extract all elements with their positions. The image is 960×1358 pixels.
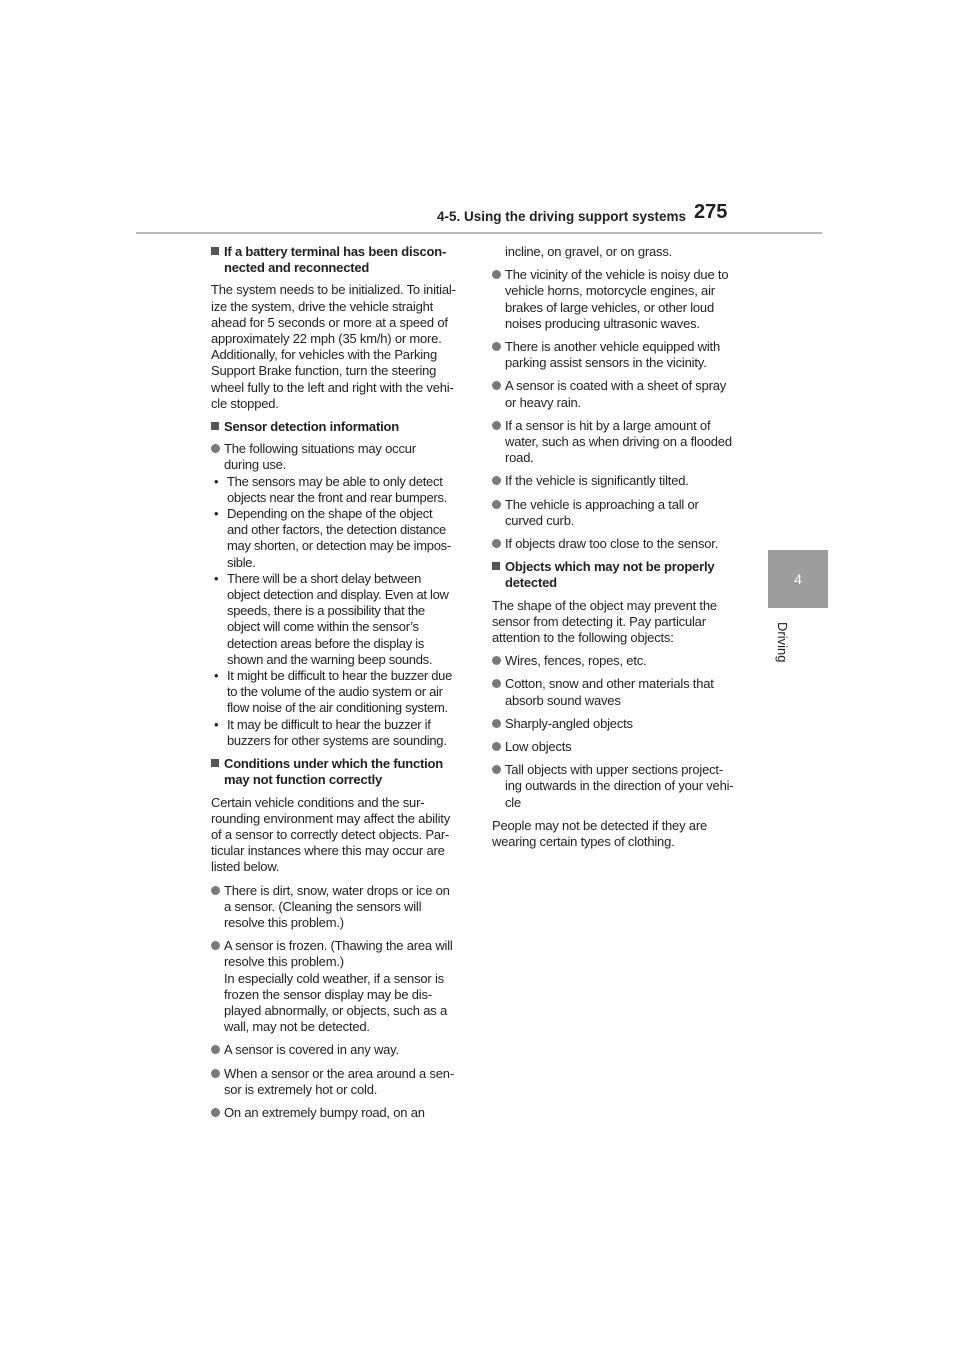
- sub-list-item: • Depending on the shape of the object and other factors, the detection distance may shorten, or detection may be impos- sible.: [214, 506, 451, 570]
- list-item: Cotton, snow and other materials that absorb sound waves: [492, 676, 750, 708]
- list-item: When a sensor or the area around a sen- sor is extremely hot or cold.: [211, 1066, 469, 1098]
- list-item: On an extremely bumpy road, on an: [211, 1105, 469, 1121]
- list-item: If the vehicle is significantly tilted.: [492, 473, 750, 489]
- circle-bullet-icon: [492, 539, 501, 548]
- heading-conditions: Conditions under which the function may not function correctly: [211, 756, 469, 788]
- chapter-label: Driving: [775, 622, 790, 663]
- list-item: A sensor is coated with a sheet of spray or heavy rain.: [492, 378, 750, 410]
- list-item: The following situations may occur during use.: [211, 441, 469, 473]
- list-item: The vicinity of the vehicle is noisy due to vehicle horns, motorcycle engines, air brakes of large vehicles, or other loud noises producing ultrasonic waves.: [492, 267, 750, 332]
- list-item: If a sensor is hit by a large amount of water, such as when driving on a flooded road.: [492, 418, 750, 467]
- square-bullet-icon: [211, 247, 219, 255]
- circle-bullet-icon: [492, 381, 501, 390]
- paragraph-objects: The shape of the object may prevent the sensor from detecting it. Pay particular attention to the following objects:: [492, 597, 717, 646]
- right-column: [492, 244, 750, 857]
- list-item: Tall objects with upper sections project- ing outwards in the direction of your vehi- cle: [492, 762, 750, 811]
- sub-list-item: • It might be difficult to hear the buzzer due to the volume of the audio system or air flow noise of the air conditioning system.: [214, 668, 453, 716]
- chapter-tab: [768, 550, 828, 608]
- circle-bullet-icon: [492, 679, 501, 688]
- square-bullet-icon: [211, 422, 219, 430]
- circle-bullet-icon: [211, 1069, 220, 1078]
- left-column: [211, 244, 469, 1128]
- list-item: If objects draw too close to the sensor.: [492, 536, 750, 552]
- section-title: 4-5. Using the driving support systems: [436, 209, 686, 224]
- circle-bullet-icon: [492, 476, 501, 485]
- sub-list-item: • It may be difficult to hear the buzzer if buzzers for other systems are sounding.: [214, 716, 447, 748]
- list-item: Low objects: [492, 739, 750, 755]
- heading-battery-terminal: If a battery terminal has been discon- nected and reconnected: [211, 244, 469, 276]
- paragraph-clothing: People may not be detected if they are wearing certain types of clothing.: [492, 817, 707, 850]
- circle-bullet-icon: [492, 656, 501, 665]
- circle-bullet-icon: [492, 765, 501, 774]
- square-bullet-icon: [211, 759, 219, 767]
- list-item: A sensor is covered in any way.: [211, 1042, 469, 1058]
- page-number: 275: [694, 201, 728, 223]
- circle-bullet-icon: [211, 444, 220, 453]
- circle-bullet-icon: [211, 1108, 220, 1117]
- sub-list-item: • The sensors may be able to only detect objects near the front and rear bumpers.: [214, 473, 447, 505]
- square-bullet-icon: [492, 562, 500, 570]
- circle-bullet-icon: [211, 1045, 220, 1054]
- list-item: There is dirt, snow, water drops or ice on a sensor. (Cleaning the sensors will resolve this problem.): [211, 883, 469, 932]
- circle-bullet-icon: [492, 500, 501, 509]
- paragraph-conditions: Certain vehicle conditions and the sur- rounding environment may affect the ability of a sensor to correctly detect objects. Par- ticular instances where this may occur are listed below.: [211, 794, 451, 875]
- paragraph-initialize: The system needs to be initialized. To initial- ize the system, drive the vehicle straight ahead for 5 seconds or more at a speed of approximately 22 mph (35 km/h) or more. Additionally, for vehicles with the Parking Support Brake function, turn the steering wheel fully to the left and right with the vehi- cle stopped.: [211, 282, 456, 411]
- circle-bullet-icon: [492, 742, 501, 751]
- list-item: The vehicle is approaching a tall or curved curb.: [492, 497, 750, 529]
- circle-bullet-icon: [492, 719, 501, 728]
- heading-objects: Objects which may not be properly detected: [492, 559, 750, 591]
- sub-list: [211, 474, 469, 749]
- heading-sensor-detection: Sensor detection information: [211, 419, 469, 435]
- header-divider: [136, 232, 822, 234]
- circle-bullet-icon: [211, 886, 220, 895]
- list-item: Sharply-angled objects: [492, 716, 750, 732]
- chapter-number: 4: [794, 571, 802, 587]
- circle-bullet-icon: [211, 941, 220, 950]
- list-item: Wires, fences, ropes, etc.: [492, 653, 750, 669]
- list-item: A sensor is frozen. (Thawing the area will resolve this problem.) In especially cold weather, if a sensor is frozen the sensor display may be dis- played abnormally, or objects, such as a wall, may not be detected.: [211, 938, 469, 1035]
- circle-bullet-icon: [492, 421, 501, 430]
- sub-list-item: • There will be a short delay between object detection and display. Even at low speeds, there is a possibility that the object will come within the sensor’s detection areas before the display is shown and the warning beep sounds.: [214, 570, 449, 667]
- list-item: There is another vehicle equipped with parking assist sensors in the vicinity.: [492, 339, 750, 371]
- circle-bullet-icon: [492, 270, 501, 279]
- list-item-continued: incline, on gravel, or on grass.: [505, 244, 673, 259]
- circle-bullet-icon: [492, 342, 501, 351]
